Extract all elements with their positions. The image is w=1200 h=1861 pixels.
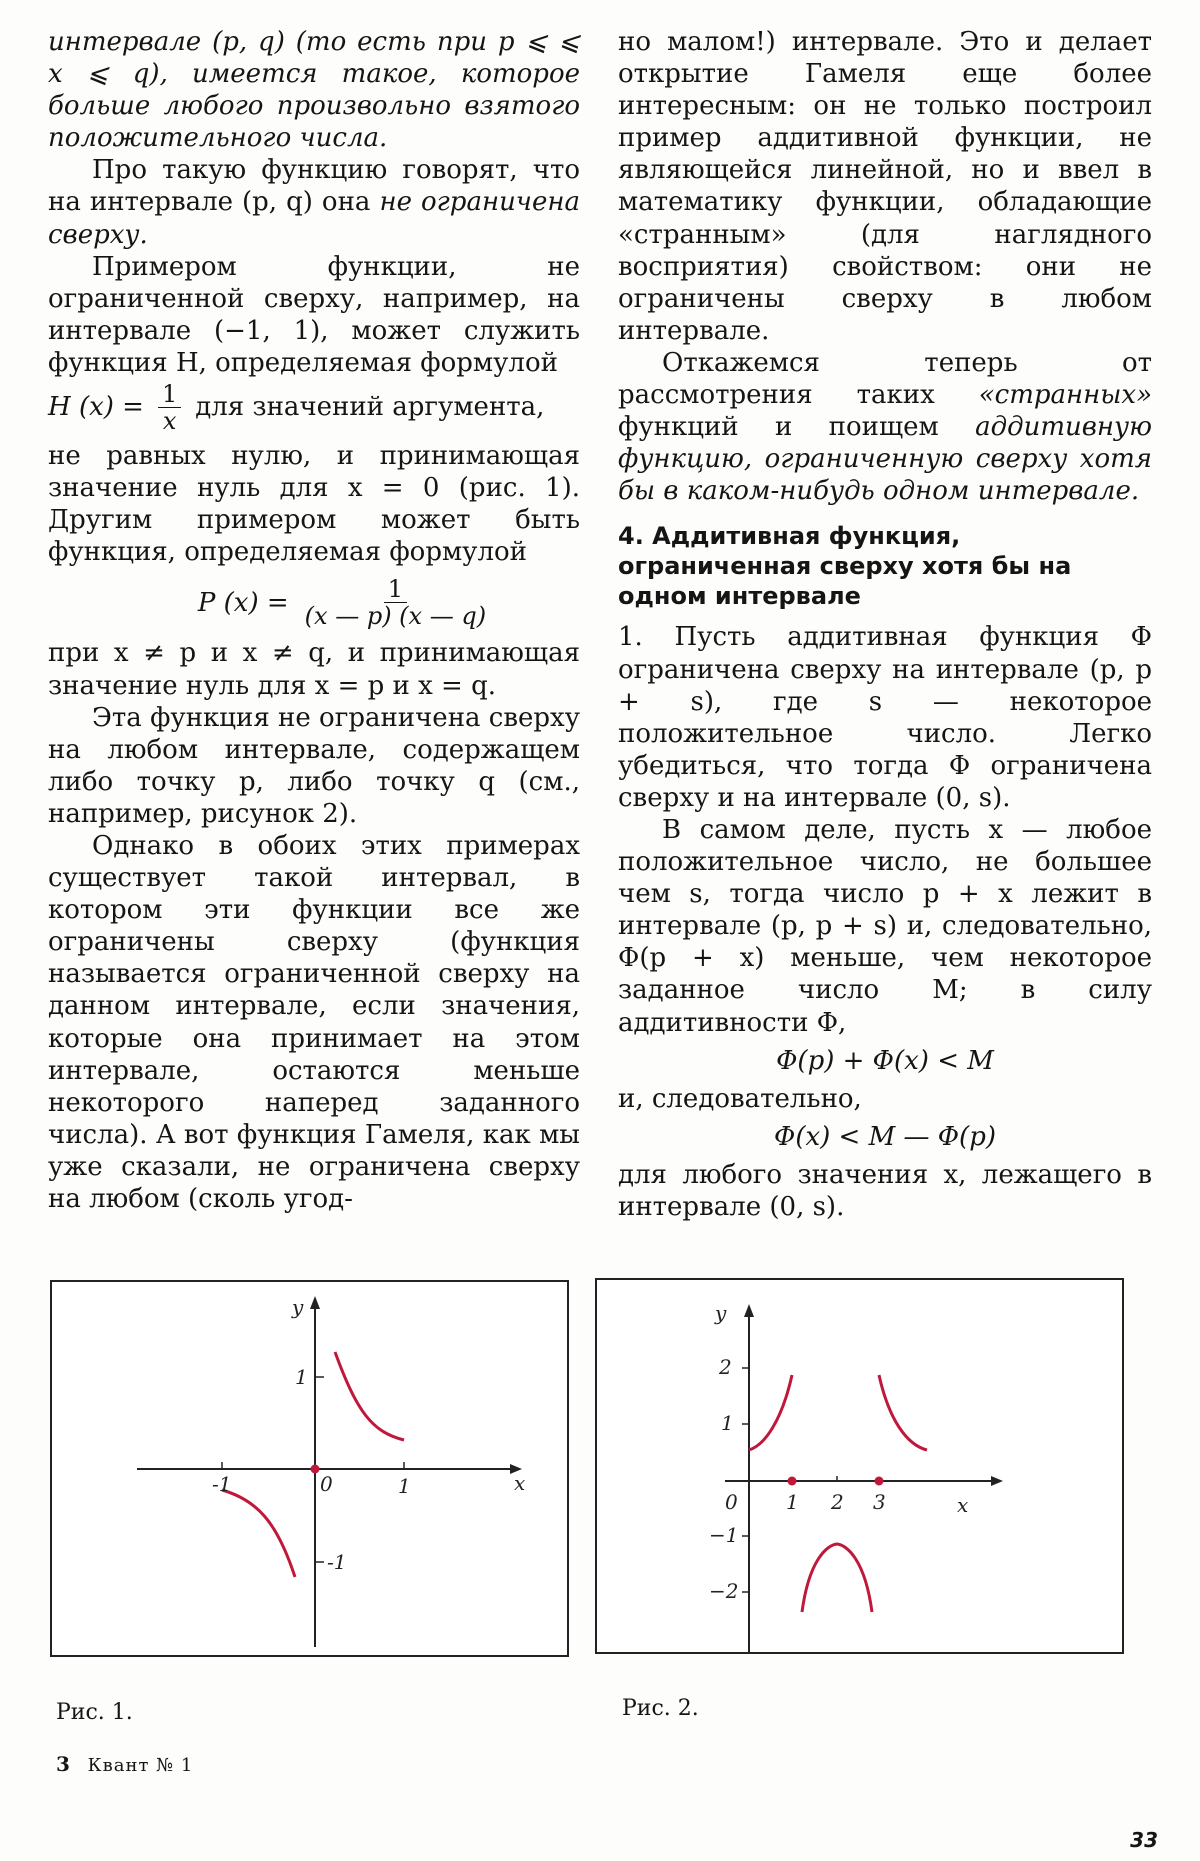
right-paragraph-1: но малом!) интервале. Это и делает открытие Гамеля еще более интересным: он не только построил пример аддитивной функции, не являющейся линейной, но и ввел в математику функции, обладающие «странным» (для наглядного восприятия) свойством: они не ограничены сверху в любом интервале.	[618, 27, 1152, 346]
text-span: функций и поищем	[618, 412, 976, 443]
point-q	[875, 1477, 884, 1486]
figure-1	[50, 1280, 569, 1657]
x-axis-arrow	[991, 1476, 1003, 1486]
formula-p-lhs: P (x) =	[197, 587, 289, 618]
figure-1-graph	[52, 1282, 567, 1655]
curve-right-branch	[879, 1375, 927, 1450]
tick-label-y-2: 2	[719, 1355, 732, 1379]
curve-positive-branch	[335, 1352, 404, 1440]
left-paragraph-1: интервале (p, q) (то есть при p ⩽ ⩽ x ⩽ q), имеется такое, которое больше любого произвольно взятого положительного числа.	[48, 27, 580, 154]
tick-label-y-pos: 1	[295, 1365, 308, 1389]
formula-h-fraction	[158, 381, 181, 434]
figure-2	[595, 1278, 1124, 1654]
tick-label-x-neg: -1	[212, 1472, 232, 1496]
page-number: 33	[1130, 1828, 1158, 1852]
formula-h-numerator: 1	[158, 381, 181, 408]
left-column	[48, 26, 580, 1215]
y-axis-arrow	[744, 1304, 754, 1317]
formula-h-denominator: x	[162, 407, 177, 436]
right-column	[618, 26, 1152, 1223]
left-paragraph-5: при x ≠ p и x ≠ q, и принимающая значение нуль для x = p и x = q.	[48, 638, 580, 701]
origin-point	[311, 1465, 320, 1474]
point-p	[788, 1477, 797, 1486]
formula-h-lhs: H (x) =	[48, 392, 144, 423]
right-paragraph-4: В самом деле, пусть x — любое положительное число, не большее чем s, тогда число p + x лежит в интервале (p, p + s) и, следовательно, Φ(p + x) меньше, чем некоторое заданное число M; в силу аддитивности Φ,	[618, 814, 1152, 1038]
figure-1-caption: Рис. 1.	[56, 1700, 133, 1725]
figure-2-caption: Рис. 2.	[622, 1696, 699, 1721]
page-footer	[56, 1752, 193, 1776]
footer-signature-number: 3	[56, 1752, 71, 1776]
emphasis-span: не ограничена сверху.	[48, 187, 580, 250]
curve-left-branch	[749, 1375, 792, 1450]
section-heading: 4. Аддитивная функция, ограниченная сверху хотя бы на одном интервале	[618, 522, 1072, 611]
tick-label-x-3: 3	[873, 1490, 886, 1514]
origin-label: 0	[725, 1490, 738, 1514]
left-paragraph-7: Однако в обоих этих примерах существует такой интервал, в котором эти функции все же ограничены сверху (функция называется ограниченной сверху на данном интервале, если значения, которые она принимает на этом интервале, остаются меньше некоторого наперед заданного числа). А вот функция Гамеля, как мы уже сказали, не ограничена сверху на любом (сколь угод-	[48, 830, 580, 1214]
y-axis-arrow	[310, 1296, 320, 1309]
right-paragraph-5: и, следовательно,	[618, 1083, 862, 1114]
formula-p	[108, 576, 580, 629]
y-axis-label: y	[292, 1295, 304, 1319]
left-paragraph-3: Примером функции, не ограниченной сверху, например, на интервале (−1, 1), может служить функция H, определяемая формулой	[48, 251, 580, 378]
footer-journal: Квант № 1	[87, 1755, 194, 1776]
tick-label-x-2: 2	[831, 1490, 844, 1514]
formula-p-denominator: (x — p) (x — q)	[304, 602, 487, 631]
right-paragraph-3: 1. Пусть аддитивная функция Φ ограничена сверху на интервале (p, p + s), где s — некоторое положительное число. Легко убедиться, что тогда Φ ограничена сверху и на интервале (0, s).	[618, 622, 1152, 813]
emphasis-span: «странных»	[978, 380, 1152, 411]
right-paragraph-6: для любого значения x, лежащего в интервале (0, s).	[618, 1159, 1152, 1222]
x-axis-label: x	[514, 1471, 526, 1495]
figure-2-graph	[597, 1280, 1122, 1652]
text-span: Откажемся теперь от рассмотрения таких	[618, 347, 1152, 411]
tick-label-y-1: 1	[721, 1411, 734, 1435]
formula-inequality-1: Φ(p) + Φ(x) < M	[776, 1045, 994, 1076]
formula-p-numerator: 1	[384, 576, 407, 603]
curve-negative-branch	[222, 1490, 295, 1577]
y-axis-label: y	[715, 1301, 727, 1325]
x-axis-label: x	[957, 1493, 969, 1517]
left-paragraph-6: Эта функция не ограничена сверху на любом интервале, содержащем либо точку p, либо точку q (см., например, рисунок 2).	[48, 702, 580, 829]
tick-label-y-neg: -1	[327, 1550, 347, 1574]
right-paragraph-2	[618, 347, 1152, 507]
formula-p-fraction	[301, 576, 490, 629]
formula-h	[48, 381, 580, 434]
curve-middle-branch	[802, 1544, 872, 1612]
text-span: Про такую функцию говорят, что на интервале (p, q) она	[48, 155, 580, 218]
emphasis-span: аддитивную функцию, ограниченную сверху хотя бы в каком-нибудь одном интервале.	[618, 412, 1152, 507]
left-paragraph-4: не равных нулю, и принимающая значение нуль для x = 0 (рис. 1). Другим примером может быть функция, определяемая формулой	[48, 441, 580, 568]
origin-label: 0	[320, 1472, 333, 1496]
formula-inequality-2: Φ(x) < M — Φ(p)	[774, 1121, 996, 1152]
tick-label-x-1: 1	[786, 1490, 799, 1514]
tick-label-y-neg1: −1	[709, 1523, 739, 1547]
tick-label-x-pos: 1	[398, 1474, 411, 1498]
left-paragraph-2	[48, 154, 580, 250]
tick-label-y-neg2: −2	[709, 1579, 739, 1603]
formula-h-tail: для значений аргумента,	[195, 392, 545, 423]
